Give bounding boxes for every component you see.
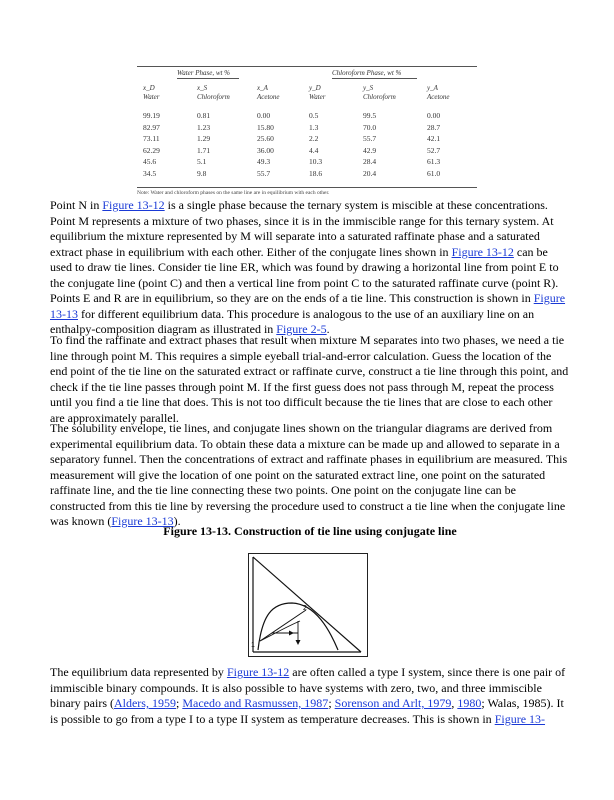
text: ).: [173, 514, 181, 528]
table-cell: 0.5: [309, 111, 319, 120]
column-header: Acetone: [427, 93, 450, 101]
table-note: Note: Water and chloroform phases on the same line are in equilibrium with each other.: [137, 190, 330, 196]
link-figure-13-13[interactable]: Figure 13-13: [111, 514, 174, 528]
paragraph-3: [50, 421, 570, 530]
table-cell: 15.80: [257, 122, 274, 132]
text: ;: [175, 696, 183, 710]
table-row: [137, 146, 477, 158]
text: is a single phase because the ternary system is miscible at these concentrations. Point M represents a mixture of two phases, since it is in the immiscible range for this ternary system. At equilibrium the mixture represented by M will separate into a saturated raffinate phase and a saturated extract phase in equilibrium with each other. Either of the conjugate lines shown in: [50, 198, 554, 259]
column-symbol: x_A: [257, 84, 268, 92]
table-cell: 28.4: [363, 157, 377, 166]
table-cell: 1.23: [197, 122, 211, 132]
column-symbol: y_A: [427, 84, 438, 92]
table-row: [137, 111, 477, 123]
table-cell: 42.9: [363, 145, 377, 155]
link-sorenson-arlt-1979[interactable]: Sorenson and Arlt, 1979: [334, 696, 452, 710]
table-cell: 82.97: [143, 122, 160, 132]
table-cell: 1.29: [197, 134, 211, 143]
point-label-1: 1: [251, 642, 255, 649]
text: ,: [451, 696, 458, 710]
table-cell: 62.29: [143, 145, 160, 155]
text: are often called a type I system, since there is one pair of immiscible binary compounds. It is also possible to have systems with zero, two, and three immiscible binary pairs (: [50, 665, 566, 710]
table-cell: 1.3: [309, 122, 319, 132]
text: ;: [328, 696, 335, 710]
table-cell: 18.6: [309, 168, 323, 178]
table-bottom-rule: [137, 187, 477, 188]
table-cell: 49.3: [257, 157, 271, 166]
point-label-2: 2: [303, 605, 307, 612]
text: ; Walas, 1985). It is possible to go from a type I to a type II system as temperature decreases. This is shown in: [50, 696, 564, 726]
table-group-water: Water Phase, wt %: [177, 69, 239, 79]
table-cell: 9.8: [197, 168, 207, 178]
table-cell: 28.7: [427, 122, 441, 132]
link-figure-13-12[interactable]: Figure 13-12: [226, 665, 290, 679]
paragraph-4: [50, 665, 570, 727]
figure-caption: Figure 13-13. Construction of tie line using conjugate line: [163, 524, 457, 538]
table-cell: 42.1: [427, 134, 441, 143]
table-cell: 0.00: [257, 111, 271, 120]
link-figure-13-next[interactable]: Figure 13-: [494, 711, 546, 726]
link-1980[interactable]: 1980: [457, 696, 482, 710]
table-cell: 10.3: [309, 157, 323, 166]
column-symbol: y_D: [309, 84, 321, 92]
link-figure-13-12[interactable]: Figure 13-12: [102, 198, 165, 212]
table-cell: 99.19: [143, 111, 160, 120]
text: The equilibrium data represented by: [50, 665, 227, 679]
table-row: [137, 134, 477, 146]
table-cell: 99.5: [363, 111, 377, 120]
link-figure-13-13[interactable]: Figure 13-13: [50, 291, 566, 321]
table-cell: 36.00: [257, 145, 274, 155]
link-alders-1959[interactable]: Alders, 1959: [113, 696, 176, 710]
column-symbol: x_S: [197, 84, 208, 92]
table-cell: 55.7: [257, 168, 271, 178]
tie-line-diagram: [248, 553, 368, 657]
table-cell: 20.4: [363, 168, 377, 178]
table-cell: 34.5: [143, 168, 157, 178]
table-cell: 5.1: [197, 157, 207, 166]
column-header: Chloroform: [197, 93, 230, 101]
column-symbol: y_S: [363, 84, 374, 92]
column-header: Water: [309, 93, 326, 101]
table-group-chloroform: Chloroform Phase, wt %: [332, 69, 417, 79]
paragraph-2: To find the raffinate and extract phases that result when mixture M separates into two phases, we need a tie line through point M. This requires a simple eyeball trial-and-error calculation. Guess the location of the end point of the tie line on the saturated extract or raffinate curve, construct a tie line through this point, and check if the tie line passes through point M. If the first guess does not pass through M, repeat the process until you find a tie line that does. This is not too difficult because the tie lines that are close to each other are approximately parallel.: [50, 333, 569, 425]
table-cell: 0.00: [427, 111, 441, 120]
table-cell: 70.0: [363, 122, 377, 132]
table-row: [137, 169, 477, 181]
table-cell: 61.3: [427, 157, 441, 166]
text: for different equilibrium data. This procedure is analogous to the use of an auxiliary line on an enthalpy-composition diagram as illustrated in: [50, 306, 535, 336]
table-header: [137, 84, 477, 108]
table-cell: 25.60: [257, 134, 274, 143]
equilibrium-table: [137, 66, 477, 196]
column-symbol: x_D: [143, 84, 155, 92]
table-cell: 4.4: [309, 145, 319, 155]
table-cell: 45.6: [143, 157, 157, 166]
table-cell: 2.2: [309, 134, 319, 143]
column-header: Acetone: [257, 93, 280, 101]
table-top-rule: [137, 66, 477, 67]
column-header: Chloroform: [363, 93, 396, 101]
table-cell: 55.7: [363, 134, 377, 143]
table-cell: 73.11: [143, 134, 160, 143]
paragraph-1: [50, 198, 570, 338]
link-figure-13-12[interactable]: Figure 13-12: [451, 244, 514, 259]
table-cell: 0.81: [197, 111, 211, 120]
text: can be used to draw tie lines. Consider tie line ER, which was found by drawing a horizontal line from point E to the conjugate line (point C) and then a vertical line from point C to the saturated raffinate curve (point R). Points E and R are in equilibrium, so they are on the ends of a tie line. This construction is shown in: [50, 244, 559, 305]
text: .: [326, 322, 330, 336]
table-body: [137, 111, 477, 180]
link-macedo-rasmussen-1987[interactable]: Macedo and Rasmussen, 1987: [182, 696, 329, 710]
table-row: [137, 157, 477, 169]
column-header: Water: [143, 93, 160, 101]
text: The solubility envelope, tie lines, and conjugate lines shown on the triangular diagrams are derived from experimental equilibrium data. To obtain these data a mixture can be made up and allowed to separate in a separatory funnel. Then the concentrations of extract and raffinate phases in equilibrium are measured. This measurement will give the location of one point on the saturated extract line, one point on the saturated raffinate line, and the tie line connecting these two points. One point on the conjugate line can be constructed from this tie line by reversing the procedure used to construct a tie line when the conjugate line was known (: [50, 421, 568, 528]
text: Point N in: [50, 198, 103, 212]
table-cell: 61.0: [427, 168, 441, 178]
link-figure-2-5[interactable]: Figure 2-5: [276, 322, 327, 336]
table-cell: 1.71: [197, 145, 211, 155]
table-row: [137, 123, 477, 135]
table-cell: 52.7: [427, 145, 441, 155]
